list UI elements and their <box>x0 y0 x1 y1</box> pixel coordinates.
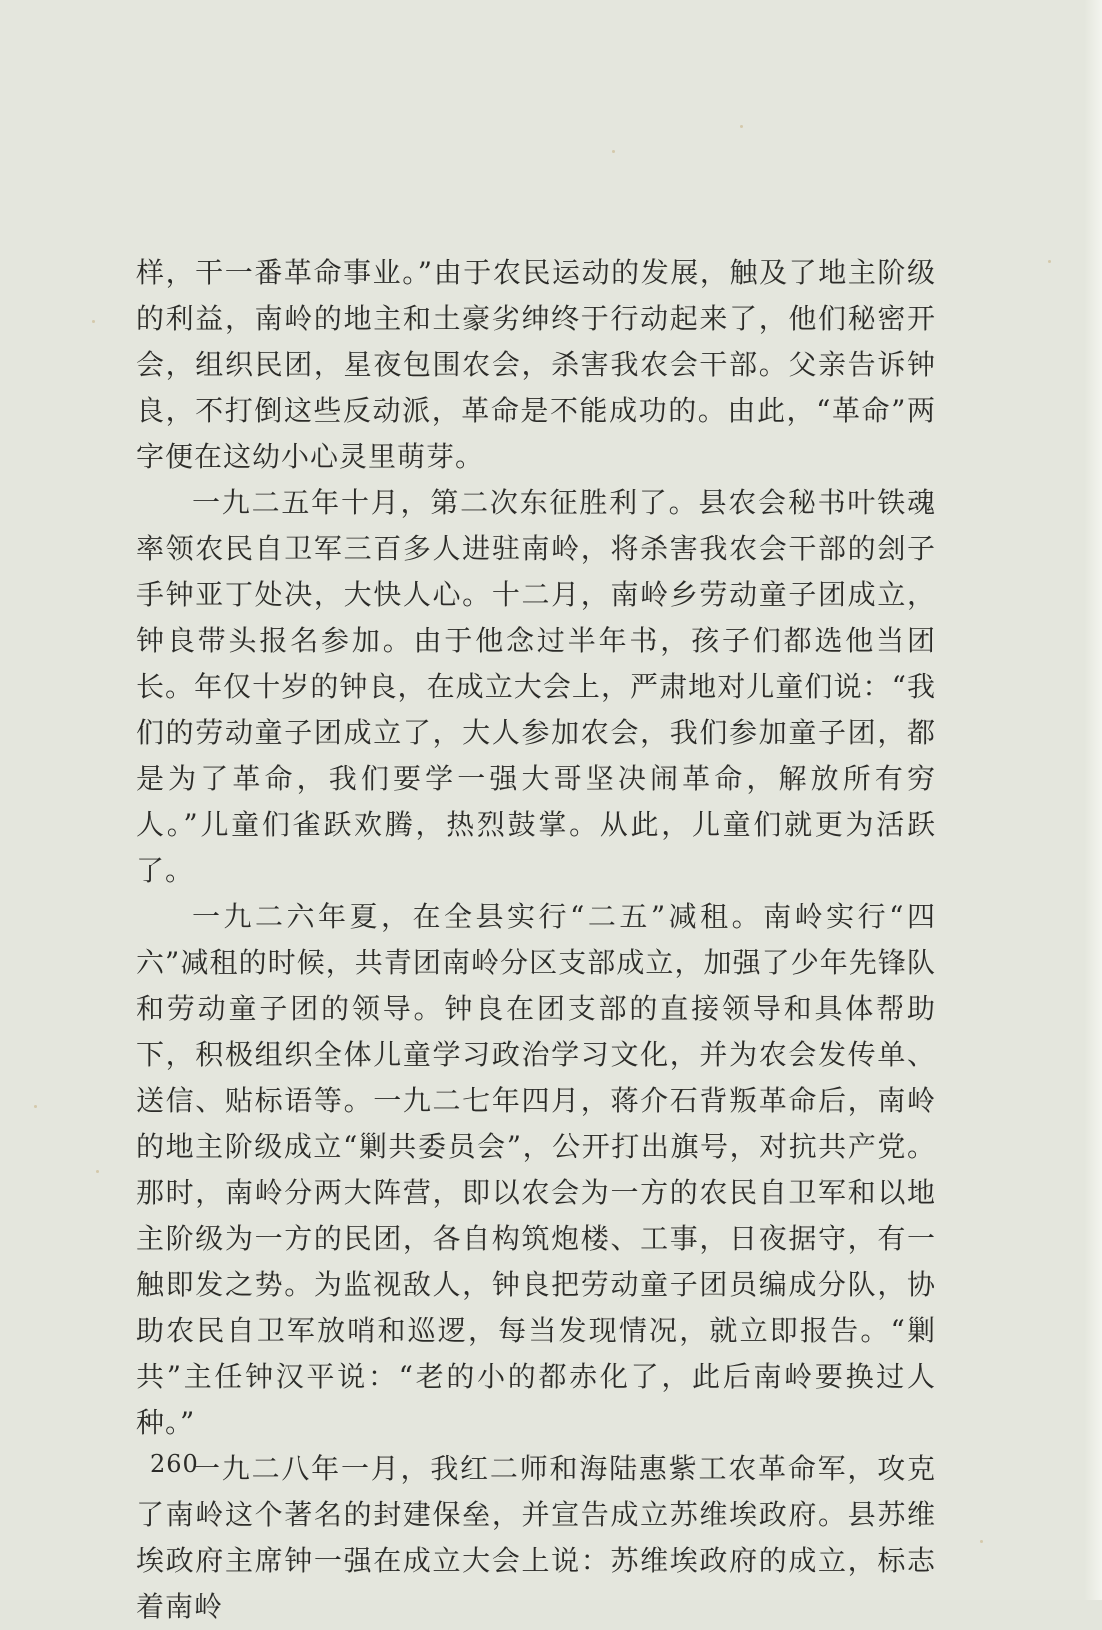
paragraph: 一九二八年一月，我红二师和海陆惠紫工农革命军，攻克了南岭这个著名的封建保垒，并宣告成立苏维埃政府。县苏维埃政府主席钟一强在成立大会上说：苏维埃政府的成立，标志着南岭 <box>136 1452 936 1623</box>
paragraph: 一九二五年十月，第二次东征胜利了。县农会秘书叶铁魂率领农民自卫军三百多人进驻南岭，将杀害我农会干部的刽子手钟亚丁处决，大快人心。十二月，南岭乡劳动童子团成立，钟良带头报名参加。由于他念过半年书，孩子们都选他当团长。年仅十岁的钟良，在成立大会上，严肃地对儿童们说：“我们的劳动童子团成立了，大人参加农会，我们参加童子团，都是为了革命，我们要学一强大哥坚决闹革命，解放所有穷人。”儿童们雀跃欢腾，热烈鼓掌。从此，儿童们就更为活跃了。 <box>136 486 936 887</box>
paper-speck <box>980 1540 983 1543</box>
paragraph: 样，干一番革命事业。”由于农民运动的发展，触及了地主阶级的利益，南岭的地主和土豪劣绅终于行动起来了，他们秘密开会，组织民团，星夜包围农会，杀害我农会干部。父亲告诉钟良，不打倒这些反动派，革命是不能成功的。由此，“革命”两字便在这幼小心灵里萌芽。 <box>136 256 936 473</box>
body-text <box>136 250 936 1630</box>
paper-speck <box>612 150 615 153</box>
paper-speck <box>34 1105 37 1108</box>
paper-speck <box>1048 260 1051 263</box>
page-number: 260 <box>150 1450 199 1478</box>
paper-speck <box>92 320 95 323</box>
page-edge <box>1084 0 1102 1600</box>
paragraph: 一九二六年夏，在全县实行“二五”减租。南岭实行“四六”减租的时候，共青团南岭分区支部成立，加强了少年先锋队和劳动童子团的领导。钟良在团支部的直接领导和具体帮助下，积极组织全体儿童学习政治学习文化，并为农会发传单、送信、贴标语等。一九二七年四月，蒋介石背叛革命后，南岭的地主阶级成立“剿共委员会”，公开打出旗号，对抗共产党。那时，南岭分两大阵营，即以农会为一方的农民自卫军和以地主阶级为一方的民团，各自构筑炮楼、工事，日夜据守，有一触即发之势。为监视敌人，钟良把劳动童子团员编成分队，协助农民自卫军放哨和巡逻，每当发现情况，就立即报告。“剿共”主任钟汉平说：“老的小的都赤化了，此后南岭要换过人种。” <box>136 900 936 1439</box>
paper-speck <box>96 1170 99 1173</box>
paper-speck <box>740 125 743 128</box>
